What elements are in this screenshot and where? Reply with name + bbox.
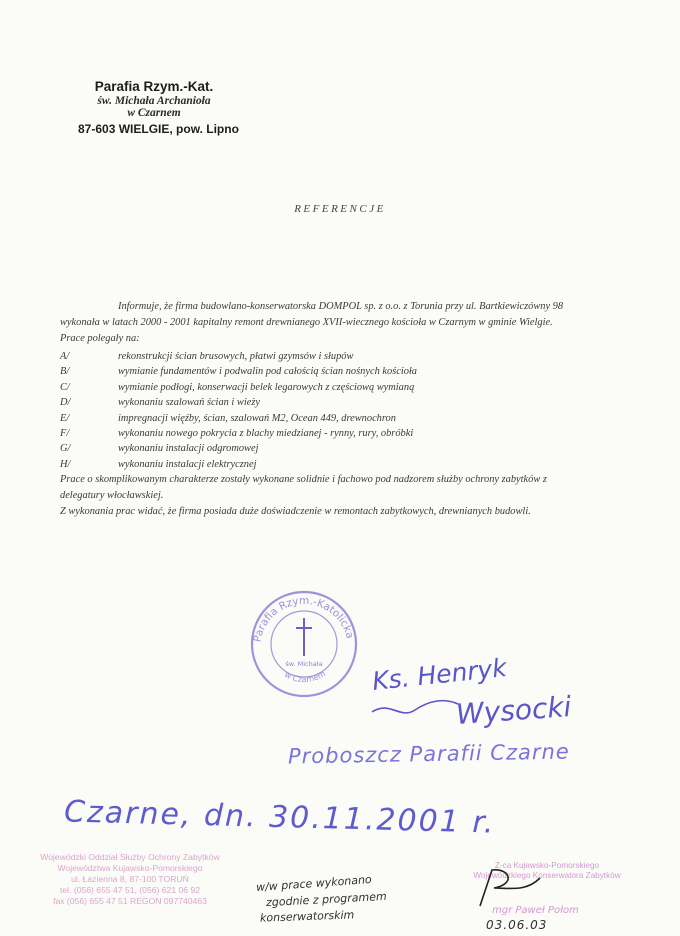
list-item: A/ rekonstrukcji ścian brusowych, płatwi gzymsów i słupów bbox=[60, 351, 354, 362]
list-item: C/ wymianie podłogi, konserwacji belek legarowych z częściową wymianą bbox=[60, 381, 415, 393]
deputy-conservator-stamp: Z-ca Kujawsko-Pomorskiego Wojewódzkiego Konserwatora Zabytków bbox=[473, 861, 621, 880]
list-item: E/ impregnacji więźby, ścian, szalowań M2, Ocean 449, drewnochron bbox=[60, 412, 396, 424]
deputy-signing-date: 03.06.03 bbox=[486, 918, 548, 932]
document-title: REFERENCJE bbox=[294, 203, 386, 215]
signature-name-line-2: Wysocki bbox=[454, 690, 573, 731]
place-and-date: Czarne, dn. 30.11.2001 r. bbox=[63, 794, 496, 841]
signature-stroke bbox=[370, 690, 460, 720]
signature-name-line-1: Ks. Henryk bbox=[370, 653, 509, 696]
letterhead-line-1: Parafia Rzym.-Kat. bbox=[94, 79, 214, 94]
list-item: F/ wykonaniu nowego pokrycia z blachy miedzianej - rynny, rury, obróbki bbox=[60, 428, 414, 440]
parish-letterhead bbox=[78, 79, 239, 137]
stamp-ring-text: Parafia Rzym.-Katolicka bbox=[251, 594, 356, 644]
handwritten-note-line-2: zgodnie z programem bbox=[265, 889, 387, 910]
conservator-office-stamp: Wojewódzki Oddział Służby Ochrony Zabytków Województwa Kujawsko-Pomorskiego ul. Łazienna 8, 87-100 TORUŃ tel. (056) 655 47 51, (056) 621 06 92 fax (056) 655 47 51 REGON 097740463 bbox=[40, 852, 220, 906]
letterhead-address: 87-603 WIELGIE, pow. Lipno bbox=[78, 122, 239, 137]
signature-role: Proboszcz Parafii Czarne bbox=[287, 739, 570, 769]
list-item: B/ wymianie fundamentów i podwalin pod całością ścian nośnych kościoła bbox=[60, 366, 417, 378]
svg-text:w Czarnem bbox=[283, 669, 327, 684]
cross-icon bbox=[296, 618, 312, 656]
handwritten-note-line-1: w/w prace wykonano bbox=[255, 872, 373, 895]
works-intro: Prace polegały na: bbox=[60, 333, 140, 344]
closing-paragraph-2: Z wykonania prac widać, że firma posiada duże doświadczenie w remontach zabytkowych, drewnianych budowli. bbox=[60, 506, 531, 518]
list-item: D/ wykonaniu szalowań ścian i wieży bbox=[60, 397, 260, 409]
stamp-inner-text: św. Michała bbox=[285, 660, 323, 668]
parish-round-stamp bbox=[248, 588, 360, 700]
list-item: H/ wykonaniu instalacji elektrycznej bbox=[60, 458, 257, 470]
stamp-ring-bottom: w Czarnem bbox=[282, 668, 328, 685]
list-item: G/ wykonaniu instalacji odgromowej bbox=[60, 443, 259, 455]
works-list bbox=[60, 349, 580, 472]
closing-paragraph-1: Prace o skomplikowanym charakterze zostały wykonane solidnie i fachowo pod nadzorem służby ochrony zabytków z delegatury włocławskiej. bbox=[60, 474, 547, 502]
deputy-name: mgr Paweł Połom bbox=[492, 905, 579, 916]
letter-body bbox=[60, 299, 580, 520]
letterhead-line-2: św. Michała Archanioła bbox=[97, 94, 211, 107]
letterhead-line-3: w Czarnem bbox=[127, 107, 181, 120]
intro-paragraph: Informuje, że firma budowlano-konserwatorska DOMPOL sp. z o.o. z Torunia przy ul. Bartkiewiczówny 98 wykonała w latach 2000 - 2001 kapitalny remont drewnianego XVII-wiecznego kościoła w Czarnym w gminie Wielgie. bbox=[60, 301, 564, 328]
handwritten-note-line-3: konserwatorskim bbox=[259, 908, 355, 925]
